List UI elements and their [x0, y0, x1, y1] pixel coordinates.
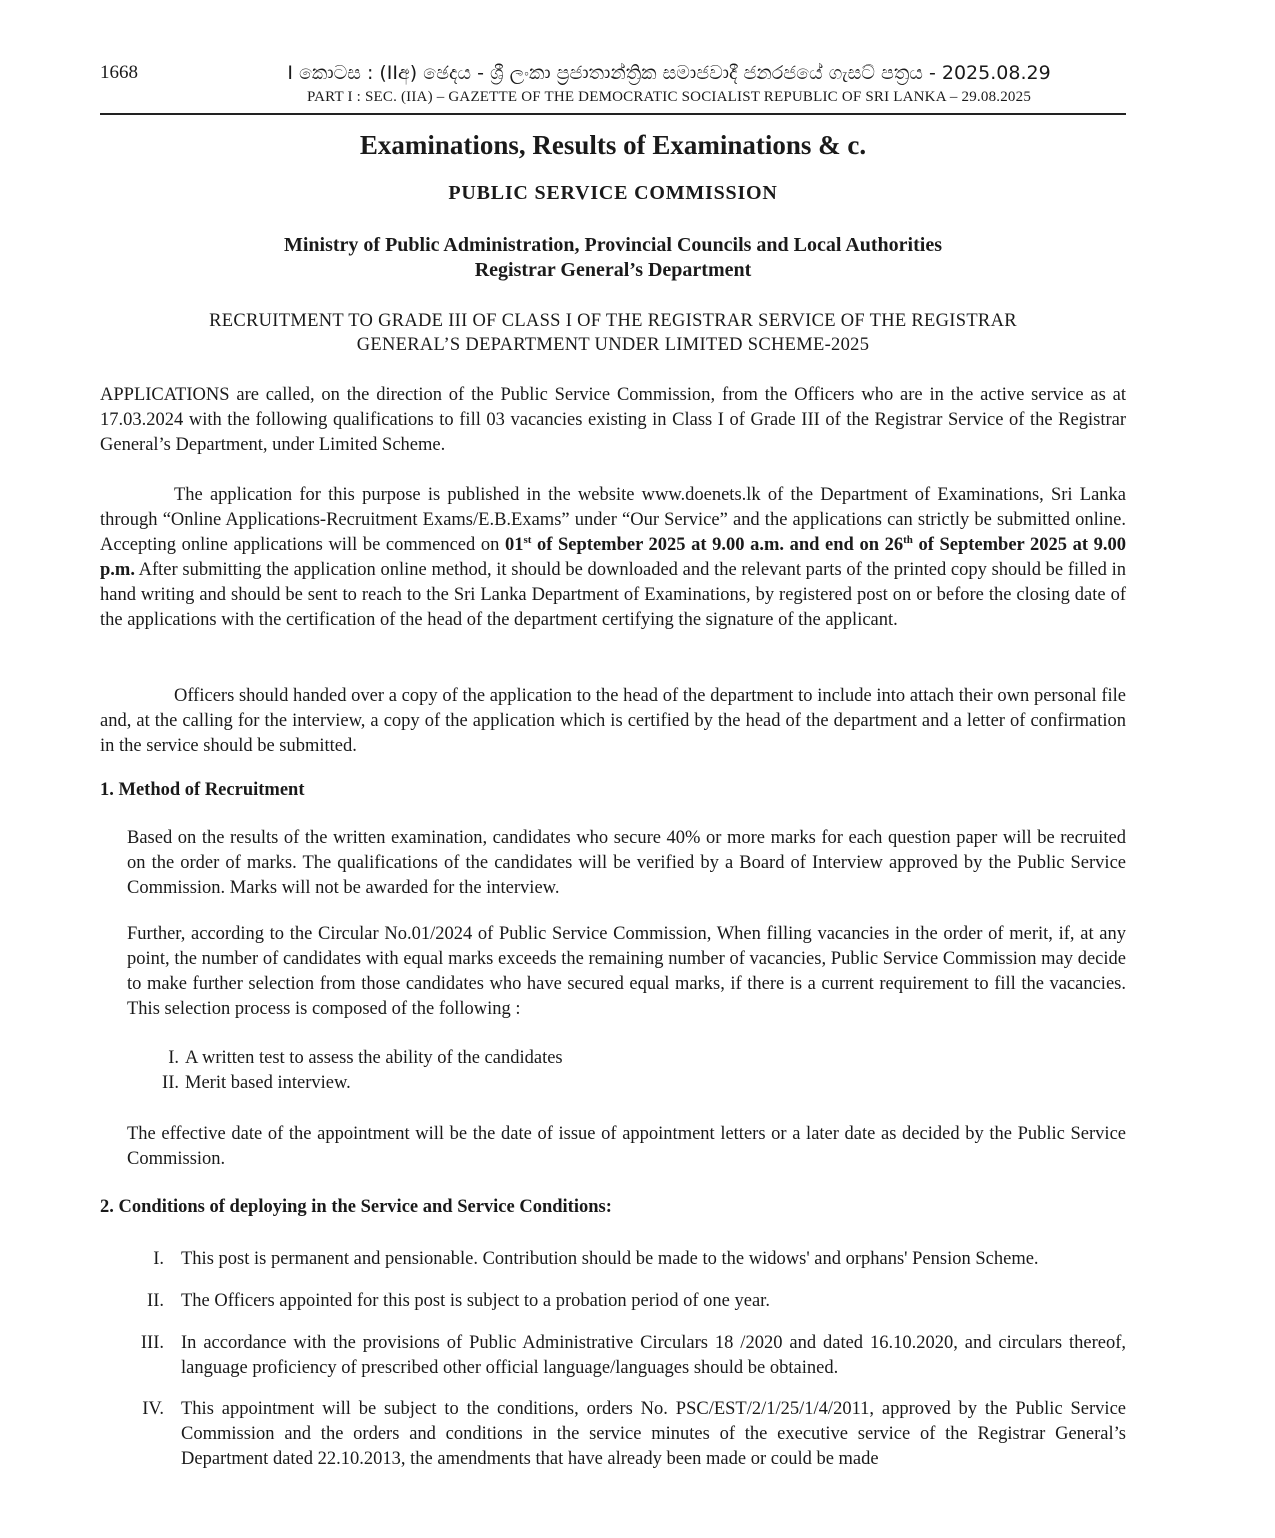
condition-number: II. [147, 1291, 164, 1311]
end-day-suffix: th [903, 533, 913, 546]
condition-number: IV. [142, 1399, 164, 1419]
section1-para3 [127, 1122, 1126, 1172]
condition-number: III. [140, 1333, 164, 1353]
section1-para1 [127, 826, 1126, 901]
section-title: Examinations, Results of Examinations & c. [359, 130, 867, 160]
application-text-part2: After submitting the application online method, it should be downloaded and the relevant parts of the printed copy should be filled in hand writing and should be sent to reach to the Sri Lanka Department of Examinations, by registered post on or before the closing date of the applications with the certification of the head of the department certifying the signature of the applicant. [100, 560, 1126, 630]
intro-paragraph [100, 383, 1126, 458]
start-day: 01 [504, 535, 524, 555]
intro-text: APPLICATIONS are called, on the direction of the Public Service Commission, from the Officers who are in the active service as at 17.03.2024 with the following qualifications to fill 03 vacancies existing in Class I of Grade III of the Registrar Service of the Registrar General’s Department, under Limited Scheme. [100, 385, 1126, 455]
section1-para2-text: Further, according to the Circular No.01/2024 of Public Service Commission, When filling vacancies in the order of merit, if, at any point, the number of candidates with equal marks exceeds the remaining number of vacancies, Public Service Commission may decide to make further selection from those candidates who have secured equal marks, if there is a current requirement to fill the vacancies. This selection process is composed of the following : [127, 924, 1126, 1019]
recruitment-title-line2: GENERAL’S DEPARTMENT UNDER LIMITED SCHEME-2025 [356, 335, 870, 355]
section1-para3-text: The effective date of the appointment will be the date of issue of appointment letters or a later date as decided by the Public Service Commission. [127, 1124, 1126, 1169]
application-paragraph [100, 483, 1126, 633]
application-text-part1: The application for this purpose is published in the website www.doenets.lk of the Department of Examinations, Sri Lanka through “Online Applications-Recruitment Exams/E.B.Exams” under “Our Service” and the applications can strictly be submitted online. Accepting online applications will be commenced on [100, 485, 1126, 555]
officers-paragraph [100, 684, 1126, 759]
application-text [100, 483, 1126, 633]
list-item-text: A written test to assess the ability of the candidates [185, 1048, 563, 1068]
header-sinhala-line: I කොටස : (IIඅ) ඡෙදය - ශ්‍රී ලංකා ප්‍රජාතාන්ත්‍රික සමාජවාදී ජනරජයේ ගැසට් පත්‍රය - 2025.08.29 [287, 62, 1051, 84]
list-item-number: II. [162, 1073, 179, 1093]
page-number: 1668 [100, 62, 138, 83]
start-date-rest: of September 2025 at 9.00 a.m. and end on 26 [531, 535, 904, 555]
start-day-suffix: st [523, 533, 532, 546]
department-name: Registrar General’s Department [474, 259, 752, 281]
recruitment-title [100, 309, 1126, 357]
header-divider [100, 113, 1126, 115]
condition-text: The Officers appointed for this post is subject to a probation period of one year. [181, 1291, 770, 1311]
section1-heading: 1. Method of Recruitment [100, 780, 305, 800]
recruitment-title-line1: RECRUITMENT TO GRADE III OF CLASS I OF THE REGISTRAR SERVICE OF THE REGISTRAR [209, 311, 1017, 331]
section1-para1-text: Based on the results of the written examination, candidates who secure 40% or more marks for each question paper will be recruited on the order of marks. The qualifications of the candidates will be verified by a Board of Interview approved by the Public Service Commission. Marks will not be awarded for the interview. [127, 828, 1126, 898]
end-date-rest: of September 2025 at 9.00 p.m. [100, 535, 1126, 580]
commission-title: PUBLIC SERVICE COMMISSION [448, 182, 778, 204]
page-header [100, 0, 1126, 116]
condition-text: This appointment will be subject to the conditions, orders No. PSC/EST/2/1/25/1/4/2011, approved by the Public Service Commission and the orders and conditions in the service minutes of the executive service of the Registrar General’s Department dated 22.10.2013, the amendments that have already been made or could be made [181, 1399, 1126, 1469]
list-item-number: I. [168, 1048, 179, 1068]
condition-text: This post is permanent and pensionable. Contribution should be made to the widows' and orphans' Pension Scheme. [181, 1249, 1039, 1269]
condition-text: In accordance with the provisions of Public Administrative Circulars 18 /2020 and dated 16.10.2020, and circulars thereof, language proficiency of prescribed other official language/languages should be obtained. [181, 1333, 1126, 1378]
list-item-text: Merit based interview. [185, 1073, 351, 1093]
ministry-heading [100, 233, 1126, 283]
section1-para2 [127, 922, 1126, 1022]
condition-number: I. [153, 1249, 164, 1269]
section2-heading: 2. Conditions of deploying in the Service and Service Conditions: [100, 1197, 612, 1217]
header-english-line: PART I : SEC. (IIA) – GAZETTE OF THE DEMOCRATIC SOCIALIST REPUBLIC OF SRI LANKA – 29.08.2025 [306, 89, 1032, 105]
gazette-page [100, 0, 1126, 1469]
ministry-name: Ministry of Public Administration, Provincial Councils and Local Authorities [283, 234, 942, 256]
officers-text: Officers should handed over a copy of the application to the head of the department to include into attach their own personal file and, at the calling for the interview, a copy of the application which is certified by the head of the department and a letter of confirmation in the service should be submitted. [100, 686, 1126, 756]
